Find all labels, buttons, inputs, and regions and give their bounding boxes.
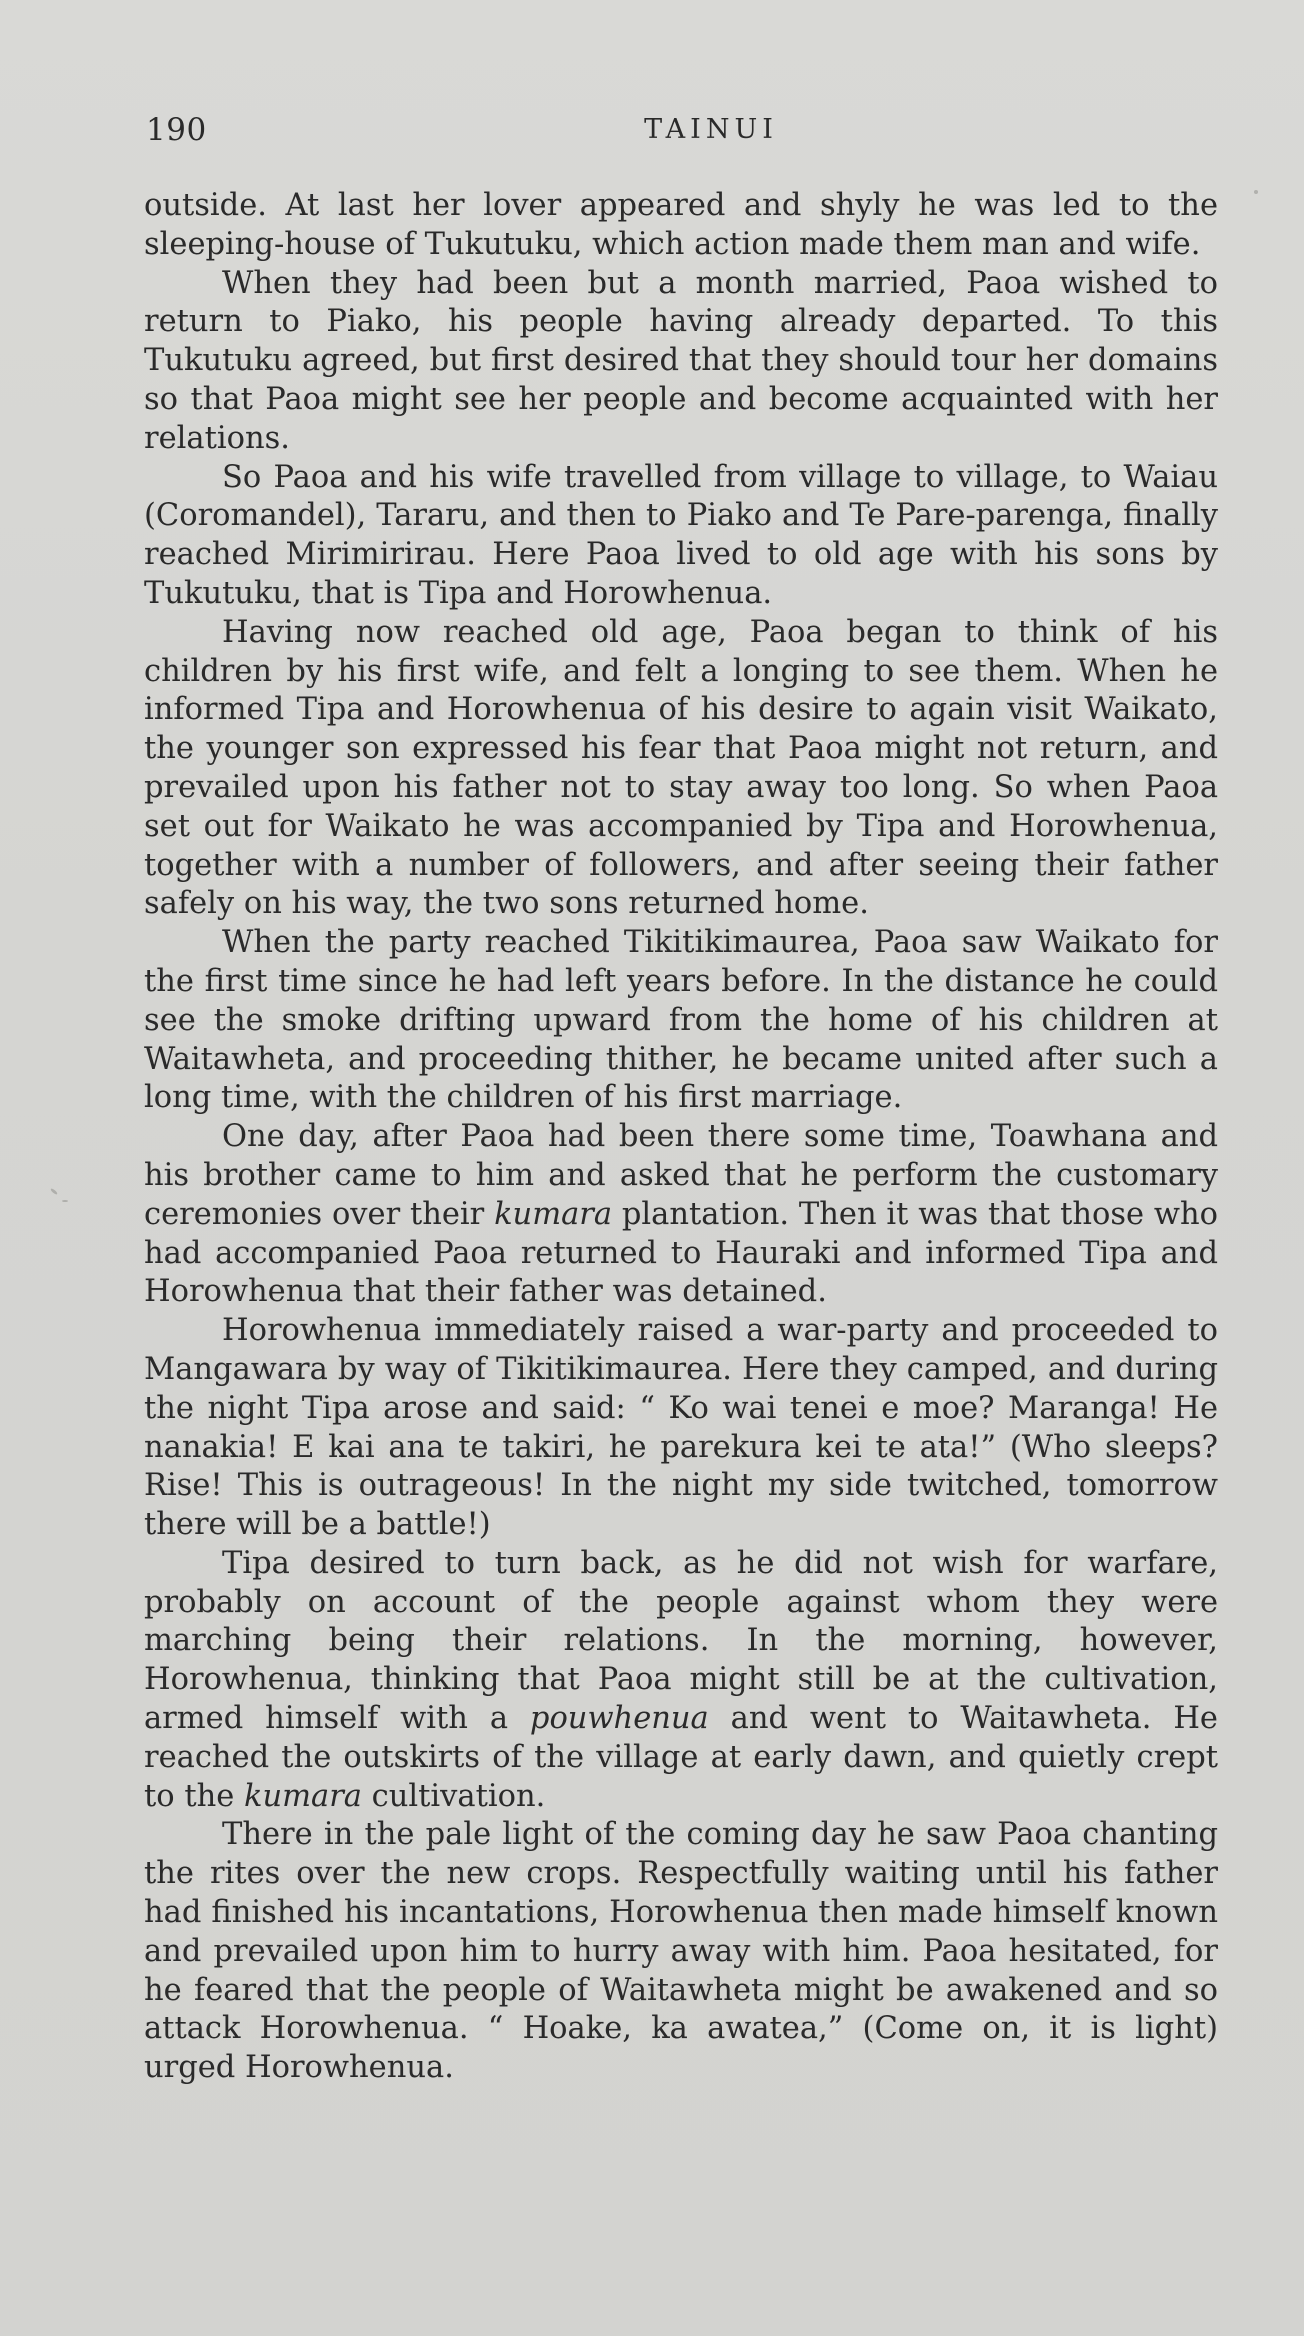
- paragraph: [144, 614, 1218, 924]
- paragraph: [144, 265, 1218, 459]
- italic-term: kumara: [494, 1196, 613, 1232]
- text-run: One day, after Paoa had been there some time, Toawhana and his brother came to him and asked that he perform the customary ceremonies over their: [144, 1119, 1218, 1232]
- text-run: So Paoa and his wife travelled from village to village, to Waiau (Coromandel), Tararu, and then to Piako and Te Pare-parenga, finally reached Mirimirirau. Here Paoa lived to old age with his sons by Tukutuku, that is Tipa and Horowhenua.: [144, 459, 1218, 611]
- paragraph: [144, 187, 1218, 265]
- paragraph: [144, 459, 1218, 614]
- text-run: Horowhenua immediately raised a war-party and proceeded to Mangawara by way of Tikitikimaurea. Here they camped, and during the night Tipa arose and said: “ Ko wai tenei e moe? Maranga! He nanakia! E kai ana te takiri, he parekura kei te ata!” (Who sleeps? Rise! This is outrageous! In the night my side twitched, tomorrow there will be a battle!): [144, 1313, 1218, 1543]
- paragraph: [144, 1545, 1218, 1817]
- paragraph: [144, 1118, 1218, 1312]
- paragraph: [144, 1816, 1218, 2088]
- text-run: Having now reached old age, Paoa began to think of his children by his first wife, and felt a longing to see them. When he informed Tipa and Horowhenua of his desire to again visit Waikato, the younger son expressed his fear that Paoa might not return, and prevailed upon his father not to stay away too long. So when Paoa set out for Waikato he was accompanied by Tipa and Horowhenua, together with a number of followers, and after seeing their father safely on his way, the two sons returned home.: [144, 614, 1218, 922]
- text-run: plantation. Then it was that those who had accompanied Paoa returned to Hauraki and informed Tipa and Horowhenua that their father was detained.: [144, 1196, 1218, 1310]
- page-header: [144, 112, 1218, 152]
- text-run: and went to Waitawheta. He reached the outskirts of the village at early dawn, and quietly crept to the: [144, 1701, 1218, 1814]
- paper-speck: [50, 1188, 58, 1195]
- paper-speck: [1254, 190, 1258, 194]
- paragraph: [144, 1312, 1218, 1545]
- body-text: [144, 187, 1218, 2088]
- paragraph: [144, 924, 1218, 1118]
- text-run: There in the pale light of the coming day he saw Paoa chanting the rites over the new crops. Respectfully waiting until his father had finished his incantations, Horowhenua then made himself known and prevailed upon him to hurry away with him. Paoa hesitated, for he feared that the people of Waitawheta might be awakened and so attack Horowhenua. “ Hoake, ka awatea,” (Come on, it is light) urged Horowhenua.: [144, 1817, 1218, 2086]
- italic-term: kumara: [243, 1778, 362, 1814]
- text-run: When the party reached Tikitikimaurea, Paoa saw Waikato for the first time since he had left years before. In the distance he could see the smoke drifting upward from the home of his children at Waitawheta, and proceeding thither, he became united after such a long time, with the children of his first marriage.: [144, 925, 1218, 1116]
- text-run: Tipa desired to turn back, as he did not wish for warfare, probably on account of the people against whom they were marching being their relations. In the morning, however, Horowhenua, thinking that Paoa might still be at the cultivation, armed himself with a: [144, 1545, 1218, 1737]
- text-run: cultivation.: [361, 1778, 546, 1814]
- page-number: 190: [146, 112, 207, 148]
- italic-term: pouwhenua: [529, 1701, 709, 1737]
- paper-speck: [62, 1200, 68, 1202]
- running-title: TAINUI: [644, 114, 778, 145]
- text-run: outside. At last her lover appeared and shyly he was led to the sleeping-house of Tukutuku, which action made them man and wife.: [144, 188, 1218, 262]
- text-run: When they had been but a month married, Paoa wished to return to Piako, his people having already departed. To this Tukutuku agreed, but first desired that they should tour her domains so that Paoa might see her people and become acquainted with her relations.: [144, 265, 1218, 456]
